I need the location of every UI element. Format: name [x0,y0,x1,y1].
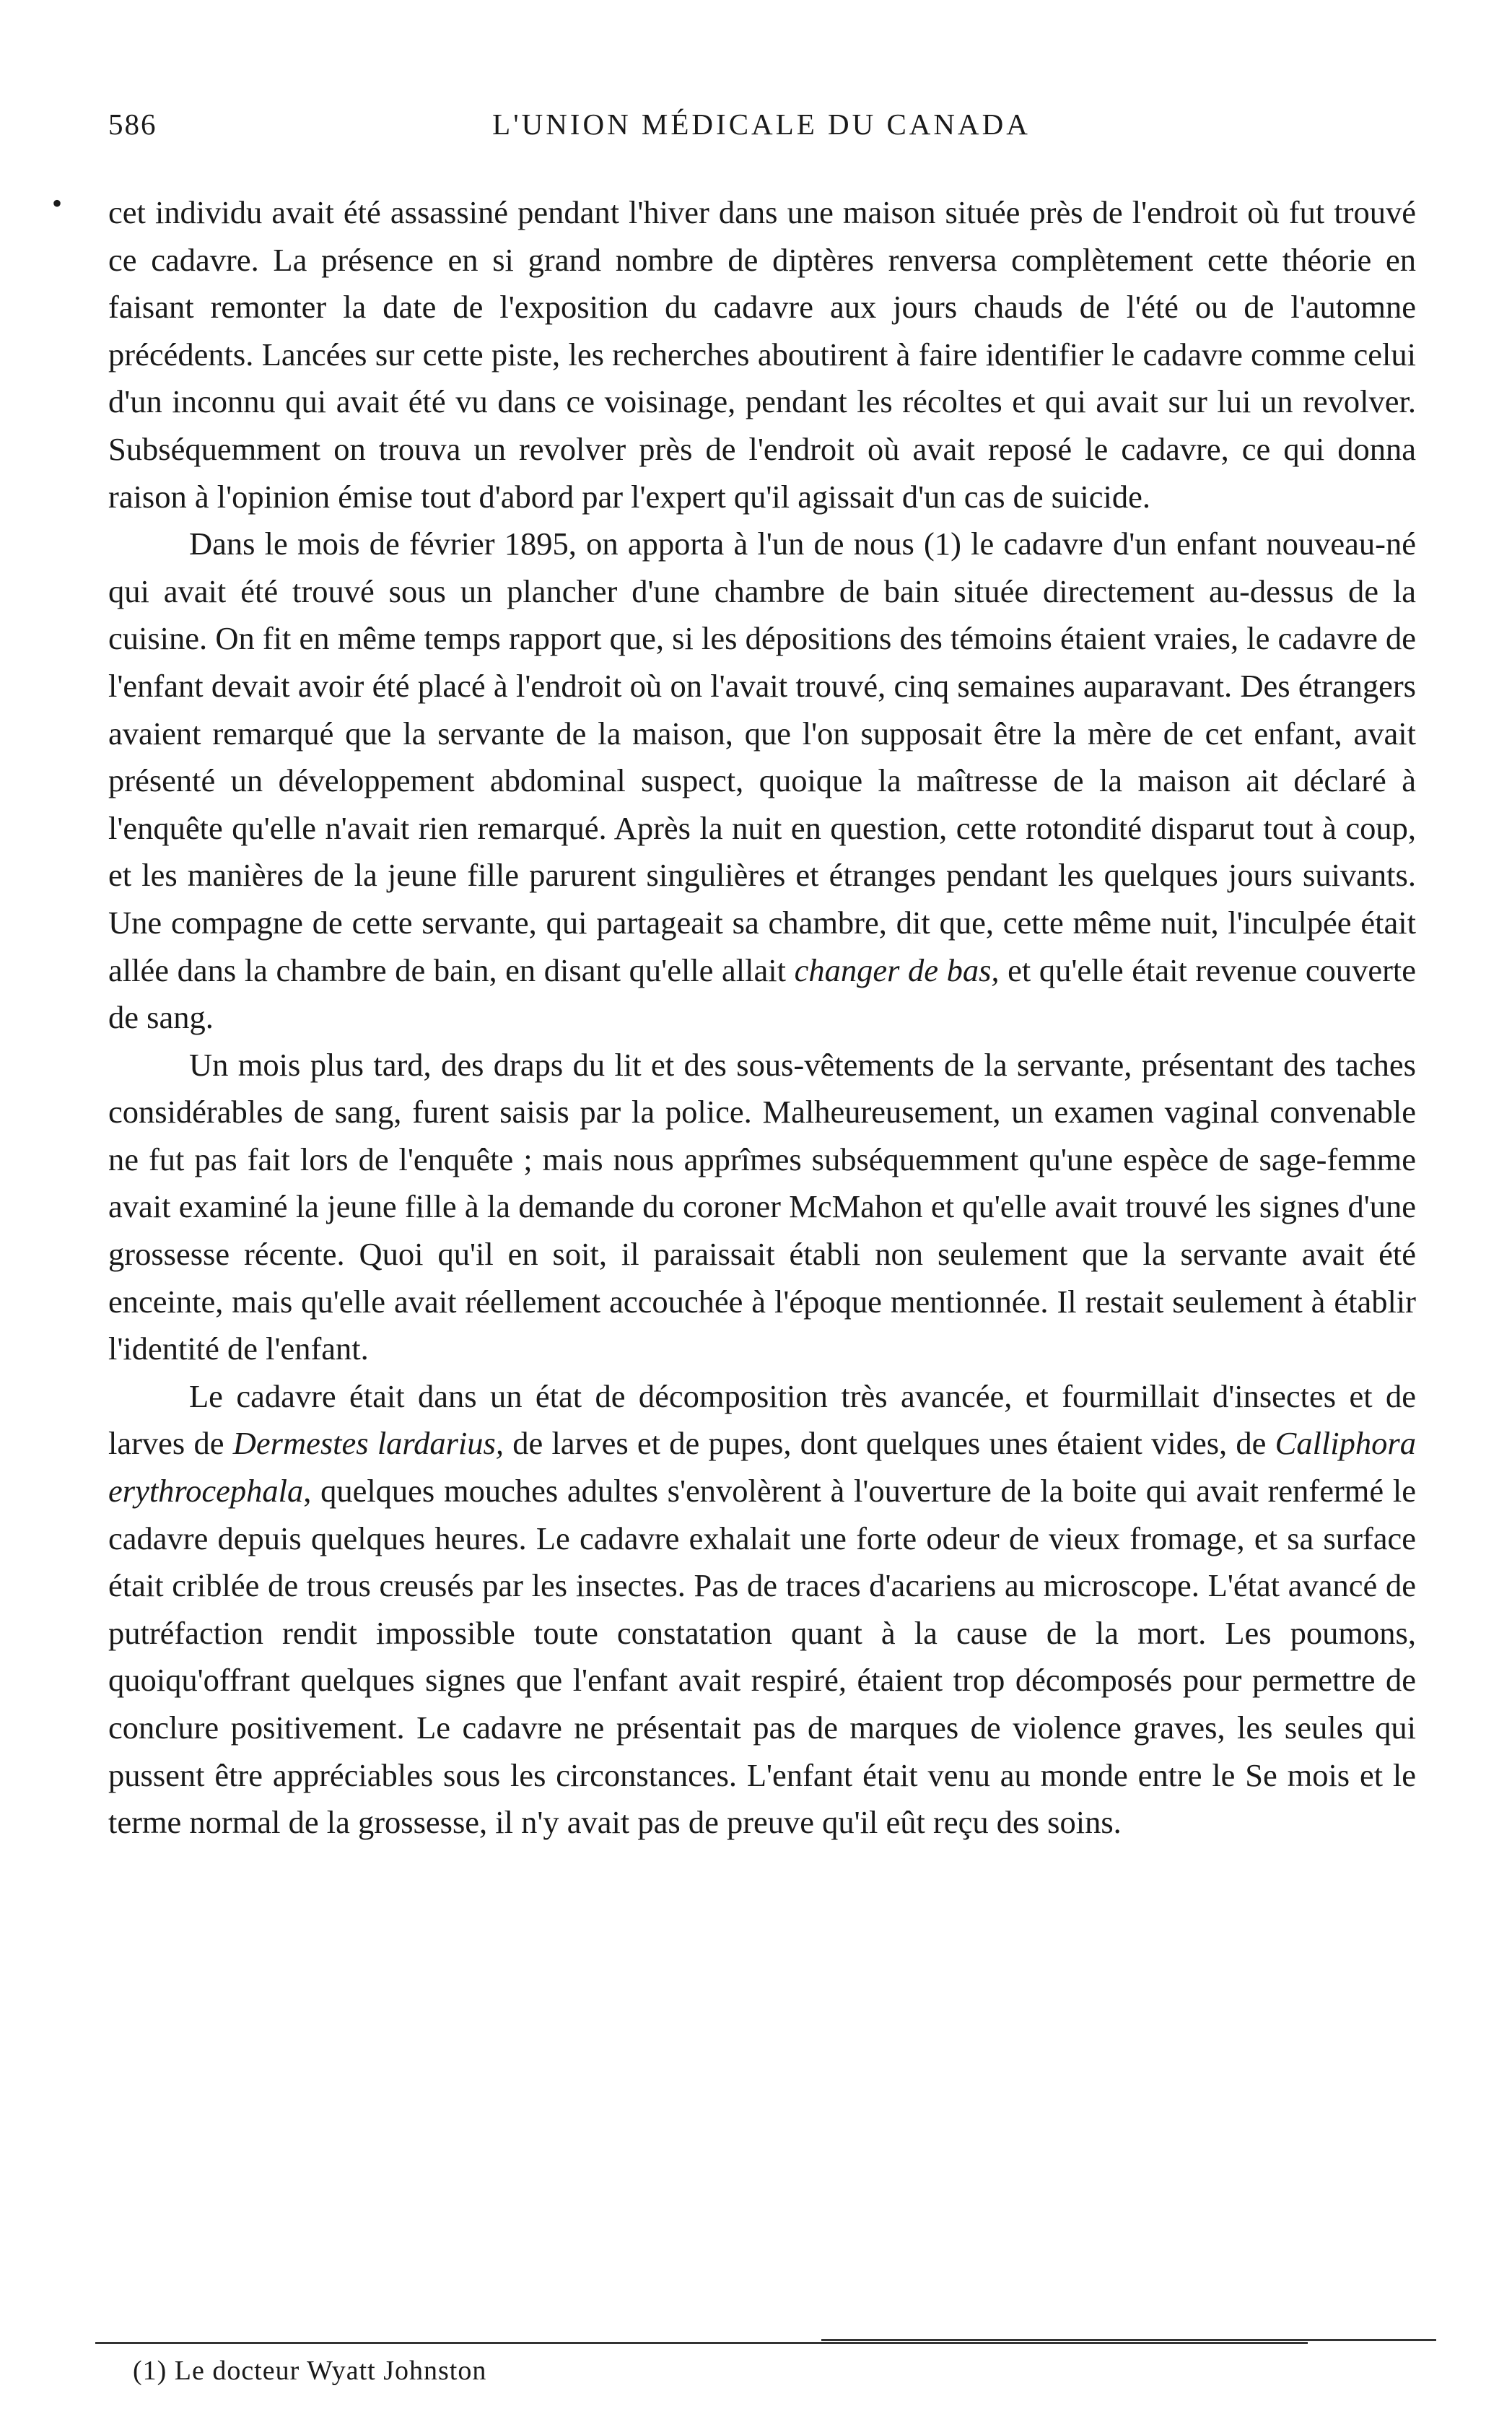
margin-mark: • [52,187,63,219]
paragraph-4-part-a: Le cadavre était dans un état de décomposition très avancée, et fourmillait d'insectes et de larves de [108,1377,1416,1462]
paragraph-1: cet individu avait été assassiné pendant l'hiver dans une maison située près de l'endroit où fut trouvé ce cadavre. La présence en si grand nombre de diptères renversa complètement cette théorie en faisant remonter la date de l'exposition du cadavre aux jours chauds de l'été ou de l'automne précédents. Lancées sur cette piste, les recherches aboutirent à faire identifier le cadavre comme celui d'un inconnu qui avait été vu dans ce voisinage, pendant les récoltes et qui avait sur lui un revolver. Subséquemment on trouva un revolver près de l'endroit où avait reposé le cadavre, ce qui donna raison à l'opinion émise tout d'abord par l'expert qu'il agissait d'un cas de suicide. [108,194,1416,515]
page-header [108,107,1415,150]
paragraph-2-end: et qu'elle était revenue couverte de sang. [108,951,1417,1036]
italic-phrase: changer de bas, [794,951,1000,988]
paragraph-3: Un mois plus tard, des draps du lit et des sous-vêtements de la servante, présentant des taches considérables de sang, furent saisis par la police. Malheureusement, un examen vaginal convenable ne fut pas fait lors de l'enquête ; mais nous apprîmes subséquemment qu'une espèce de sage-femme avait examiné la jeune fille à la demande du coroner McMahon et qu'elle avait trouvé les signes d'une grossesse récente. Quoi qu'il en soit, il paraissait établi non seulement que la servante avait été enceinte, mais qu'elle avait réellement accouchée à l'époque mentionnée. Il restait seulement à établir l'identité de l'enfant. [108,1046,1416,1367]
footnote: (1) Le docteur Wyatt Johnston [133,2356,487,2386]
paragraph-2 [108,520,1416,1042]
running-title: L'UNION MÉDICALE DU CANADA [492,108,1031,141]
footnote-rule-right [821,2339,1436,2341]
page-number: 586 [108,108,157,141]
paragraph-4-part-c: , quelques mouches adultes s'envolèrent à l'ouverture de la boite qui avait renfermé le cadavre depuis quelques heures. Le cadavre exhalait une forte odeur de vieux fromage, et sa surface était criblée de trous creusés par les insectes. Pas de traces d'acariens au microscope. L'état avancé de putréfaction rendit impossible toute constatation quant à la cause de la mort. Les poumons, quoiqu'offrant quelques signes que l'enfant avait respiré, étaient trop décomposés pour permettre de conclure positivement. Le cadavre ne présentait pas de marques de violence graves, les seules qui pussent être appréciables sous les circonstances. L'enfant était venu au monde entre le Se mois et le terme normal de la grossesse, il n'y avait pas de preuve qu'il eût reçu des soins. [108,1473,1416,1841]
footnote-rule [95,2342,1308,2344]
body-text [108,189,1416,1847]
species-name-calliphora: Calliphora erythrocephala [108,1425,1416,1510]
paragraph-4 [108,1373,1416,1847]
paragraph-2-text: Dans le mois de février 1895, on apporta à l'un de nous (1) le cadavre d'un enfant nouveau-né qui avait été trouvé sous un plancher d'une chambre de bain située directement au-dessus de la cuisine. On fit en même temps rapport que, si les dépositions des témoins étaient vraies, le cadavre de l'enfant devait avoir été placé à l'endroit où on l'avait trouvé, cinq semaines auparavant. Des étrangers avaient remarqué que la servante de la maison, que l'on supposait être la mère de cet enfant, avait présenté un développement abdominal suspect, quoique la maîtresse de la maison ait déclaré à l'enquête qu'elle n'avait rien remarqué. Après la nuit en question, cette rotondité disparut tout à coup, et les manières de la jeune fille parurent singulières et étranges pendant les quelques jours suivants. Une compagne de cette servante, qui partageait sa chambre, dit que, cette même nuit, l'inculpée était allée dans la chambre de bain, en disant qu'elle allait [108,526,1416,988]
paragraph-4-part-b: de larves et de pupes, dont quelques unes étaient vides, de [503,1425,1275,1462]
species-name-dermestes: Dermestes lardarius, [232,1425,504,1462]
